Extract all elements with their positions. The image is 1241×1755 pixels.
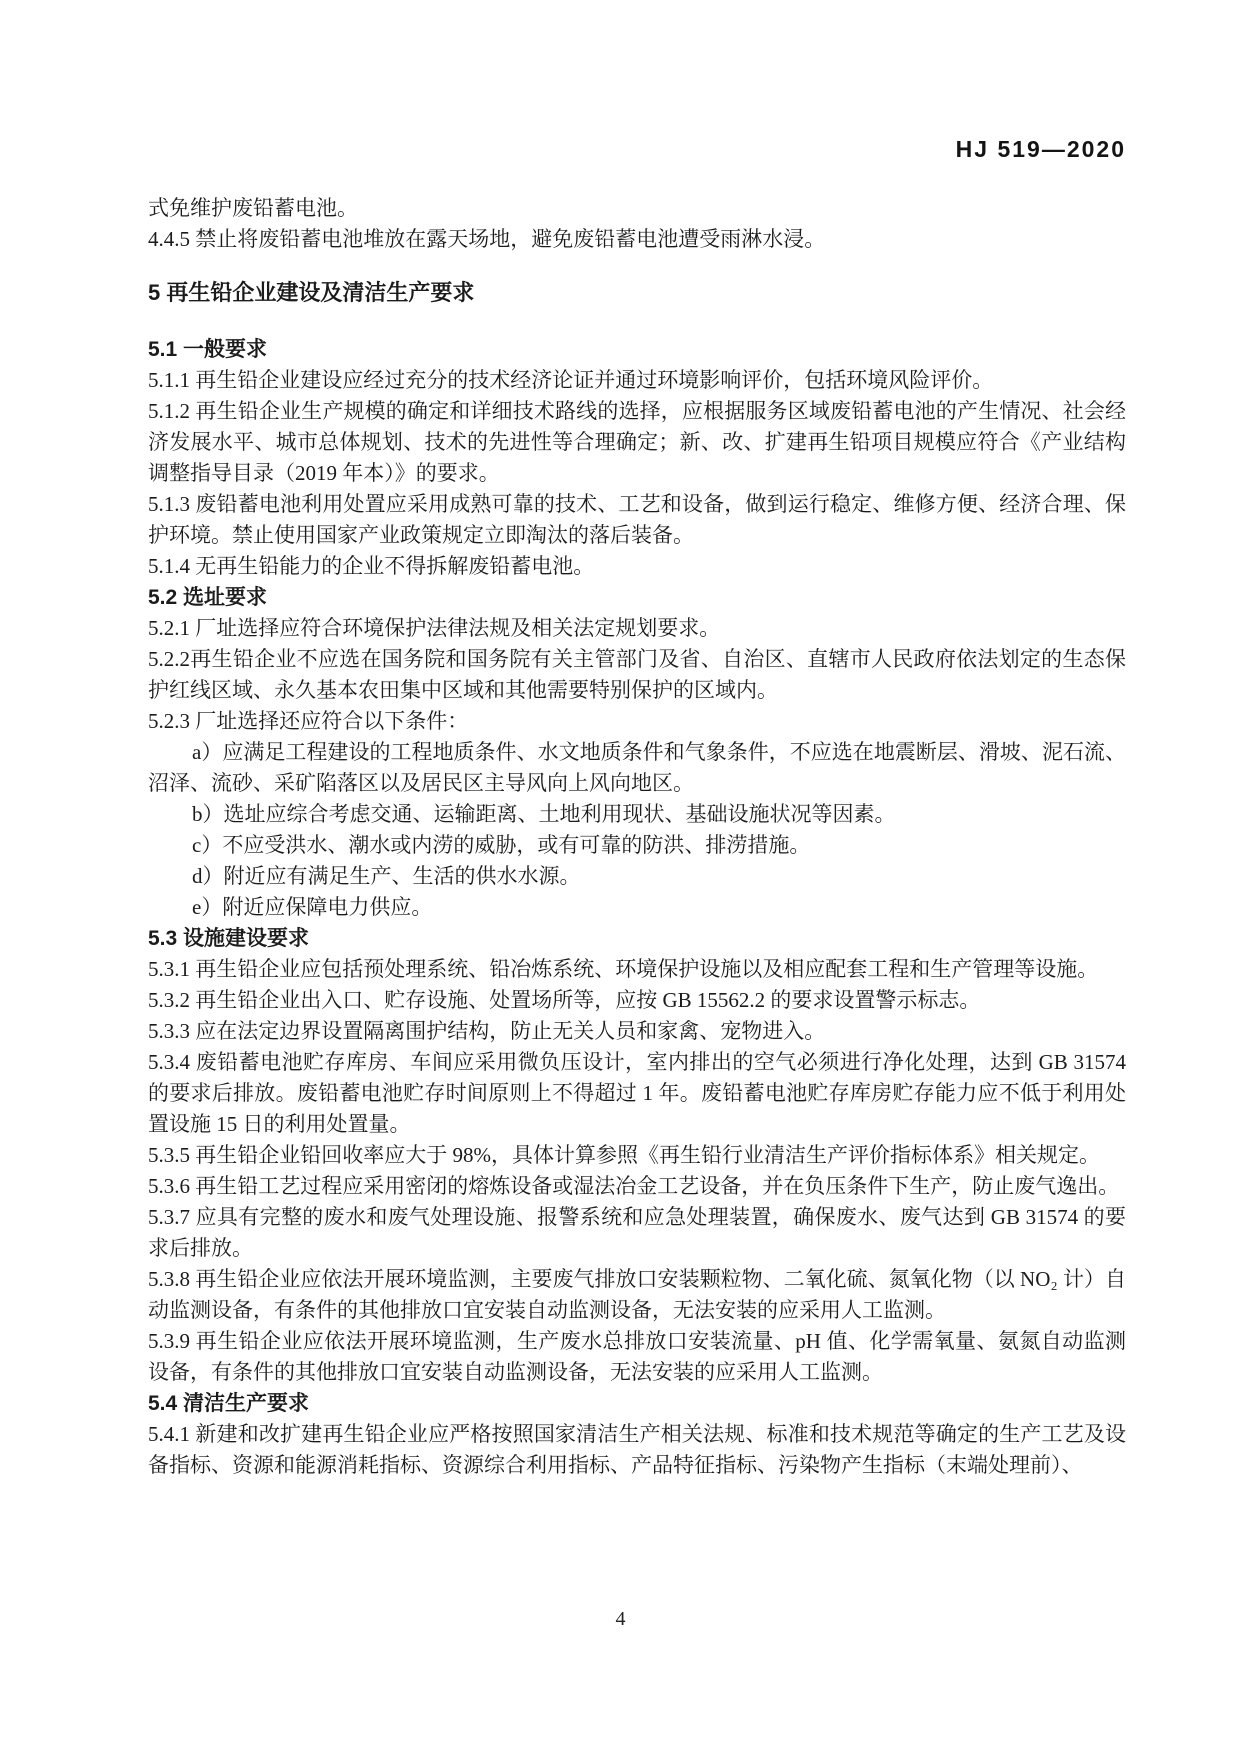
paragraph: 5.4.1 新建和改扩建再生铅企业应严格按照国家清洁生产相关法规、标准和技术规范等确定的生产工艺及设备指标、资源和能源消耗指标、资源综合利用指标、产品特征指标、污染物产生指标（末端处理前）、 <box>148 1422 1126 1477</box>
paragraph: 4.4.5 禁止将废铅蓄电池堆放在露天场地，避免废铅蓄电池遭受雨淋水浸。 <box>148 227 826 251</box>
standard-number: HJ 519—2020 <box>955 136 1126 162</box>
section-heading: 5.3 设施建设要求 <box>148 927 310 950</box>
page-footer <box>0 1608 1241 1631</box>
page-number: 4 <box>615 1608 626 1630</box>
paragraph: 5.3.5 再生铅企业铅回收率应大于 98%，具体计算参照《再生铅行业清洁生产评价指标体系》相关规定。 <box>148 1143 1100 1167</box>
paragraph: 式免维护废铅蓄电池。 <box>148 196 358 220</box>
list-item: a）应满足工程建设的工程地质条件、水文地质条件和气象条件，不应选在地震断层、滑坡、泥石流、沼泽、流砂、采矿陷落区以及居民区主导风向上风向地区。 <box>148 740 1126 795</box>
paragraph: 5.3.8 再生铅企业应依法开展环境监测，主要废气排放口安装颗粒物、二氧化硫、氮氧化物（以 NO₂ 计）自动监测设备，有条件的其他排放口宜安装自动监测设备，无法安装的应采用人工监测。 <box>148 1267 1126 1322</box>
chapter-heading: 5 再生铅企业建设及清洁生产要求 <box>148 280 475 305</box>
page-header <box>148 136 1126 163</box>
paragraph: 5.1.2 再生铅企业生产规模的确定和详细技术路线的选择，应根据服务区域废铅蓄电池的产生情况、社会经济发展水平、城市总体规划、技术的先进性等合理确定；新、改、扩建再生铅项目规模应符合《产业结构调整指导目录（2019 年本）》的要求。 <box>148 399 1126 485</box>
paragraph: 5.3.3 应在法定边界设置隔离围护结构，防止无关人员和家禽、宠物进入。 <box>148 1019 826 1043</box>
paragraph: 5.1.3 废铅蓄电池利用处置应采用成熟可靠的技术、工艺和设备，做到运行稳定、维修方便、经济合理、保护环境。禁止使用国家产业政策规定立即淘汰的落后装备。 <box>148 492 1126 547</box>
paragraph: 5.1.1 再生铅企业建设应经过充分的技术经济论证并通过环境影响评价，包括环境风险评价。 <box>148 368 994 392</box>
paragraph: 5.2.2再生铅企业不应选在国务院和国务院有关主管部门及省、自治区、直辖市人民政府依法划定的生态保护红线区域、永久基本农田集中区域和其他需要特别保护的区域内。 <box>148 647 1126 702</box>
paragraph: 5.2.3 厂址选择还应符合以下条件： <box>148 709 469 733</box>
paragraph: 5.3.4 废铅蓄电池贮存库房、车间应采用微负压设计，室内排出的空气必须进行净化处理，达到 GB 31574 的要求后排放。废铅蓄电池贮存时间原则上不得超过 1 年。废铅蓄电池贮存库房贮存能力应不低于利用处置设施 15 日的利用处置量。 <box>148 1050 1126 1136</box>
paragraph: 5.1.4 无再生铅能力的企业不得拆解废铅蓄电池。 <box>148 554 595 578</box>
list-item: d）附近应有满足生产、生活的供水水源。 <box>192 864 581 888</box>
paragraph: 5.3.6 再生铅工艺过程应采用密闭的熔炼设备或湿法冶金工艺设备，并在负压条件下生产，防止废气逸出。 <box>148 1174 1120 1198</box>
list-item: b）选址应综合考虑交通、运输距离、土地利用现状、基础设施状况等因素。 <box>192 802 896 826</box>
section-heading: 5.2 选址要求 <box>148 586 268 609</box>
paragraph: 5.2.1 厂址选择应符合环境保护法律法规及相关法定规划要求。 <box>148 616 721 640</box>
list-item: e）附近应保障电力供应。 <box>192 895 433 919</box>
paragraph: 5.3.9 再生铅企业应依法开展环境监测，生产废水总排放口安装流量、pH 值、化学需氧量、氨氮自动监测设备，有条件的其他排放口宜安装自动监测设备，无法安装的应采用人工监测。 <box>148 1329 1126 1384</box>
list-item: c）不应受洪水、潮水或内涝的威胁，或有可靠的防洪、排涝措施。 <box>192 833 811 857</box>
paragraph: 5.3.2 再生铅企业出入口、贮存设施、处置场所等，应按 GB 15562.2 的要求设置警示标志。 <box>148 988 981 1012</box>
section-heading: 5.4 清洁生产要求 <box>148 1392 310 1415</box>
document-body <box>148 193 1126 1481</box>
section-heading: 5.1 一般要求 <box>148 338 268 361</box>
paragraph: 5.3.7 应具有完整的废水和废气处理设施、报警系统和应急处理装置，确保废水、废气达到 GB 31574 的要求后排放。 <box>148 1205 1126 1260</box>
paragraph: 5.3.1 再生铅企业应包括预处理系统、铅冶炼系统、环境保护设施以及相应配套工程和生产管理等设施。 <box>148 957 1099 981</box>
